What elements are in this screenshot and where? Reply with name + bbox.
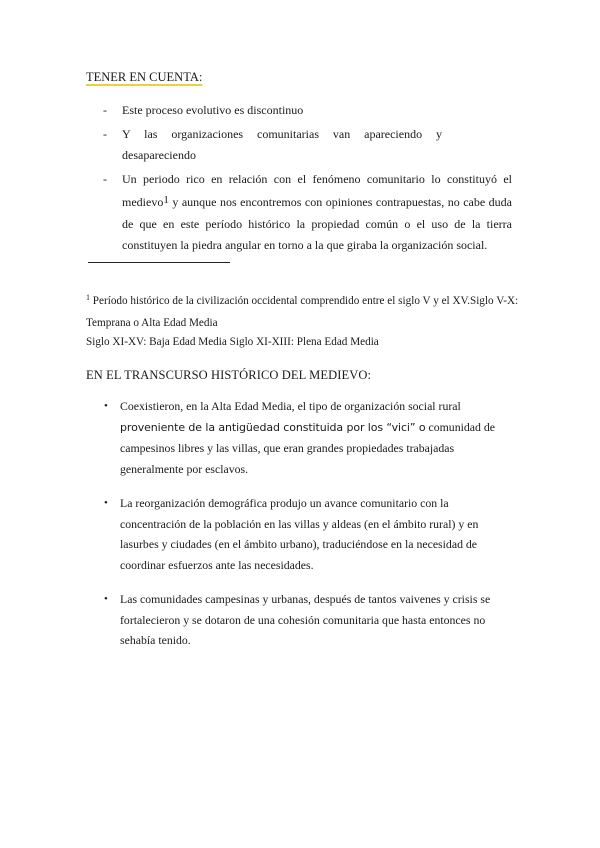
list-item-text: Y las organizaciones comunitarias van apareciendo y desapareciendo bbox=[122, 126, 442, 162]
bullet-list bbox=[104, 396, 496, 665]
list-item bbox=[104, 589, 496, 651]
footnote-continuation: Siglo XI-XV: Baja Edad Media Siglo XI-XIII: Plena Edad Media bbox=[86, 336, 379, 348]
section-heading-tener-en-cuenta: TENER EN CUENTA: bbox=[86, 70, 203, 84]
list-item-text: y aunque nos encontremos con opiniones contrapuestas, no cabe duda de que en este período histórico la propiedad común o el uso de la tierra constituyen la piedra angular en torno a la que giraba la organización social. bbox=[122, 195, 512, 252]
list-item-text-sans: proveniente de la antigüedad constituida por los “vici” o bbox=[120, 420, 426, 434]
footnote-text: Período histórico de la civilización occidental comprendido entre el siglo V y el XV.Siglo V-X: Temprana o Alta Edad Media bbox=[86, 295, 519, 329]
list-item-text: Este proceso evolutivo es discontinuo bbox=[122, 103, 304, 117]
footnote-reference: 1 bbox=[163, 194, 169, 206]
list-item bbox=[100, 100, 512, 122]
list-item bbox=[100, 169, 512, 257]
footnote-marker: 1 bbox=[86, 293, 90, 302]
list-item-text: La reorganización demográfica produjo un avance comunitario con la concentración de la población en las villas y aldeas (en el ámbito rural) y en lasurbes y ciudades (en el ámbito urbano), traduciéndose en la necesidad de coordinar esfuerzos ante las necesidades. bbox=[120, 496, 479, 572]
list-item-text: comunidad de campesinos libres y las villas, que eran grandes propiedades trabajadas generalmente por esclavos. bbox=[120, 419, 495, 476]
list-item bbox=[104, 396, 496, 479]
list-item-text: Un periodo rico en relación con el fenómeno comunitario lo constituyó el medievo bbox=[122, 171, 512, 209]
list-item-text: Las comunidades campesinas y urbanas, después de tantos vaivenes y crisis se fortalecieron y se dotaron de una cohesión comunitaria que hasta entonces no sehabía tenido. bbox=[120, 592, 491, 647]
footnote bbox=[86, 287, 526, 334]
list-item bbox=[100, 124, 442, 167]
dash-list bbox=[100, 100, 512, 259]
list-item-text: Coexistieron, en la Alta Edad Media, el tipo de organización social rural bbox=[120, 399, 461, 413]
list-item bbox=[104, 493, 496, 575]
section-heading-medievo: EN EL TRANSCURSO HISTÓRICO DEL MEDIEVO: bbox=[86, 368, 372, 382]
footnote-separator bbox=[88, 262, 230, 263]
